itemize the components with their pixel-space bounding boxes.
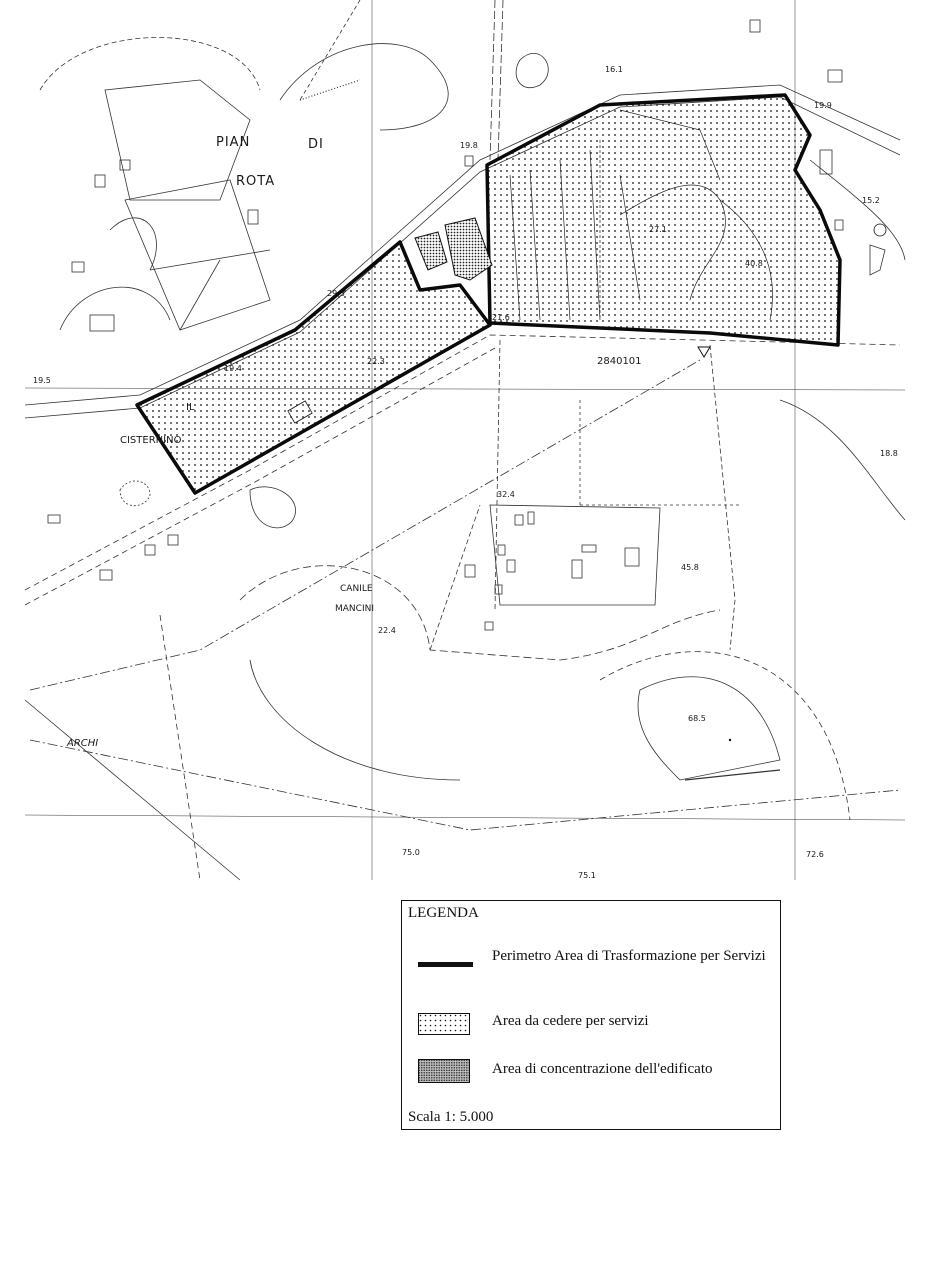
label-di: DI — [308, 137, 324, 152]
sparse-dots-icon — [418, 1013, 470, 1035]
elevation-label: 16.1 — [605, 65, 623, 74]
label-rota: ROTA — [236, 174, 276, 189]
elevation-label: 22.4 — [378, 626, 396, 635]
elevation-label: 45.8 — [681, 563, 699, 572]
elevation-label: 22.3 — [367, 357, 385, 366]
area-cedere-west — [137, 242, 490, 493]
thick-line-icon — [418, 962, 473, 968]
dense-dots-icon — [418, 1059, 470, 1083]
survey-marker-icon — [698, 347, 710, 357]
elevation-label: 21.6 — [492, 313, 510, 322]
elevation-label: 72.6 — [806, 850, 824, 859]
elevation-label: 29.3 — [327, 289, 345, 298]
map-scale: Scala 1: 5.000 — [408, 1109, 494, 1125]
elevation-label: 18.8 — [880, 449, 898, 458]
elevation-label: 32.4 — [497, 490, 515, 499]
label-cisternino: CISTERNINO — [120, 435, 182, 446]
building-block — [415, 232, 447, 270]
survey-point-icon — [874, 224, 886, 236]
label-mancini: MANCINI — [335, 604, 374, 614]
legend-item-label: Perimetro Area di Trasformazione per Servizi — [492, 948, 766, 964]
legend-title: LEGENDA — [408, 905, 479, 921]
elevation-label: 75.0 — [402, 848, 420, 857]
elevation-label: 19.5 — [33, 376, 51, 385]
elevation-label: 27.1 — [649, 225, 667, 234]
elevation-label: 40.8 — [745, 259, 763, 268]
survey-point-icon — [729, 739, 731, 741]
label-il: IL — [186, 402, 195, 413]
elevation-label: 19.9 — [814, 101, 832, 110]
elevation-label: 68.5 — [688, 714, 706, 723]
legend-item-label: Area di concentrazione dell'edificato — [492, 1061, 713, 1077]
elevation-label: 19.4 — [224, 364, 242, 373]
elevation-label: 19.8 — [460, 141, 478, 150]
label-code: 2840101 — [597, 356, 642, 367]
legend-item-label: Area da cedere per servizi — [492, 1013, 649, 1029]
legend — [401, 900, 781, 1130]
label-archi: ARCHI — [67, 738, 99, 749]
elevation-label: 75.1 — [578, 871, 596, 880]
area-concentrazione-edificato — [445, 218, 492, 280]
label-pian: PIAN — [216, 135, 251, 150]
label-canile: CANILE — [340, 584, 373, 594]
elevation-label: 15.2 — [862, 196, 880, 205]
